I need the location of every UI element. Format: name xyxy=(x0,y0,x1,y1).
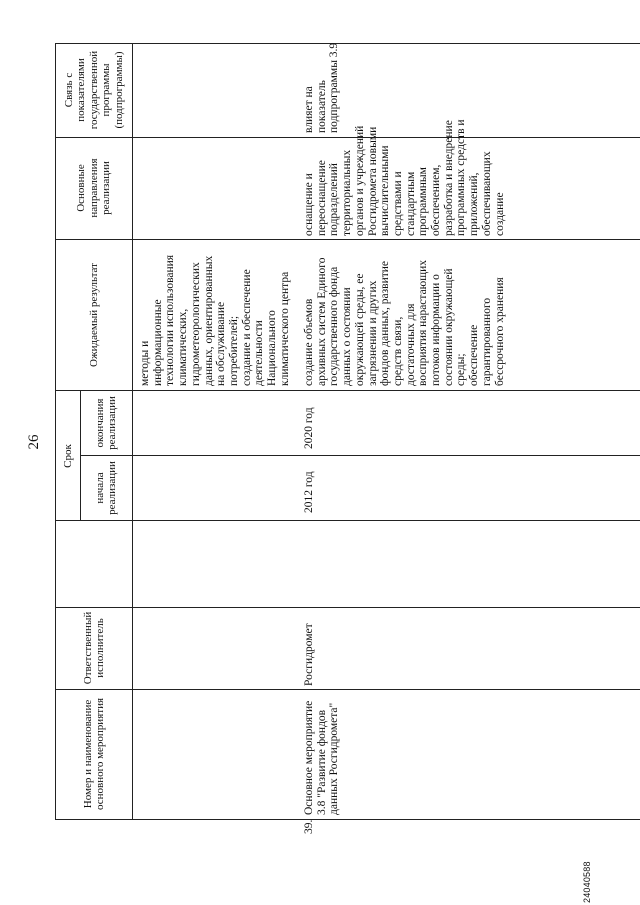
row-number: 39. xyxy=(303,819,315,834)
text-line: влияет на xyxy=(303,86,315,133)
text-line: состоянии окружающей xyxy=(442,268,455,386)
text-line: технологии использования xyxy=(164,254,177,386)
text-line: государственного фонда xyxy=(328,266,341,386)
text-line: загрязнении и других xyxy=(366,280,379,386)
header-responsible: Ответственный исполнитель xyxy=(81,611,106,685)
text-line: обеспечивающих xyxy=(480,151,493,236)
text-line: климатических, xyxy=(177,308,190,386)
text-line: Основное мероприятие xyxy=(303,700,315,815)
text-line: оснащение и xyxy=(303,173,315,236)
header-end: окончания реализации xyxy=(93,396,118,450)
header-term: Срок xyxy=(61,444,74,468)
text-line: обеспечение xyxy=(468,324,481,386)
header-link-indicators: Связь с показателями государственной программы (подпрограммы) xyxy=(62,50,125,130)
page-number: 26 xyxy=(26,434,42,450)
text-line: стандартным xyxy=(404,171,417,236)
text-line: восприятия нарастающих xyxy=(417,259,430,386)
text-line: потребителей; xyxy=(227,315,240,386)
text-line: архивных систем Единого xyxy=(315,257,328,386)
text-line: Национального xyxy=(266,310,279,386)
continuation-expected-result xyxy=(139,255,291,386)
text-line: методы и xyxy=(139,340,151,386)
text-line: среды; xyxy=(455,353,468,386)
text-line: Росгидромета новыми xyxy=(366,126,379,236)
text-line: деятельности xyxy=(253,320,266,386)
text-line: данных Росгидромета" xyxy=(328,702,341,815)
text-line: достаточных для xyxy=(404,303,417,386)
table-top-border xyxy=(55,44,56,820)
col-border-8 xyxy=(55,43,640,44)
row-responsible: Росгидромет xyxy=(303,623,315,686)
text-line: разработка и внедрение xyxy=(442,120,455,236)
header-expected-result: Ожидаемый результат xyxy=(87,263,100,367)
text-line: показатель xyxy=(315,80,328,133)
text-line: на обслуживание xyxy=(215,301,228,386)
col-border-0 xyxy=(55,819,640,820)
document-side-identifier: 24040588 xyxy=(582,861,592,903)
text-line: гарантированного xyxy=(480,297,493,386)
text-line: гидрометеорологических xyxy=(189,262,202,386)
text-line: бессрочного хранения xyxy=(493,277,506,386)
term-subheader-border xyxy=(80,391,81,521)
text-line: переоснащение xyxy=(315,160,328,236)
text-line: создание xyxy=(493,192,506,236)
text-line: создание объемов xyxy=(303,298,315,386)
row-link-indicators xyxy=(303,43,341,133)
col-border-2 xyxy=(55,607,640,608)
text-line: информационные xyxy=(151,299,164,386)
row-expected-result xyxy=(303,258,506,386)
text-line: климатического центра xyxy=(278,271,291,386)
text-line: создание и обеспечение xyxy=(240,269,253,386)
header-start: начала реализации xyxy=(93,461,118,515)
header-bottom-border xyxy=(132,44,133,820)
text-line: подразделений xyxy=(328,163,341,236)
col-border-5 xyxy=(55,390,640,391)
text-line: фондов данных, развитие xyxy=(379,260,392,386)
text-line: средствами и xyxy=(391,171,404,236)
col-border-1 xyxy=(55,689,640,690)
text-line: данных о состоянии xyxy=(341,287,354,386)
row-start: 2012 год xyxy=(303,471,315,513)
text-line: подпрограммы 3.9 xyxy=(328,42,341,133)
text-line: 3.8 "Развитие фондов xyxy=(315,709,328,815)
header-number-name: Номер и наименование основного мероприятия xyxy=(81,697,106,811)
col-border-3 xyxy=(55,520,640,521)
text-line: приложений, xyxy=(468,172,481,236)
col-border-6 xyxy=(55,239,640,240)
col-border-4 xyxy=(80,455,640,456)
row-name xyxy=(303,701,341,815)
text-line: программным xyxy=(417,167,430,236)
text-line: окружающей среды, ее xyxy=(353,273,366,386)
text-line: потоков информации о xyxy=(430,274,443,386)
header-main-directions: Основные направления реализации xyxy=(75,158,113,218)
text-line: территориальных xyxy=(341,149,354,236)
row-main-directions xyxy=(303,119,506,236)
text-line: органов и учреждений xyxy=(353,125,366,236)
text-line: вычислительными xyxy=(379,145,392,236)
text-line: средств связи, xyxy=(391,316,404,386)
text-line: обеспечением, xyxy=(430,164,443,236)
row-end: 2020 год xyxy=(303,407,315,449)
text-line: программных средств и xyxy=(455,119,468,236)
text-line: данных, ориентированных xyxy=(202,255,215,386)
